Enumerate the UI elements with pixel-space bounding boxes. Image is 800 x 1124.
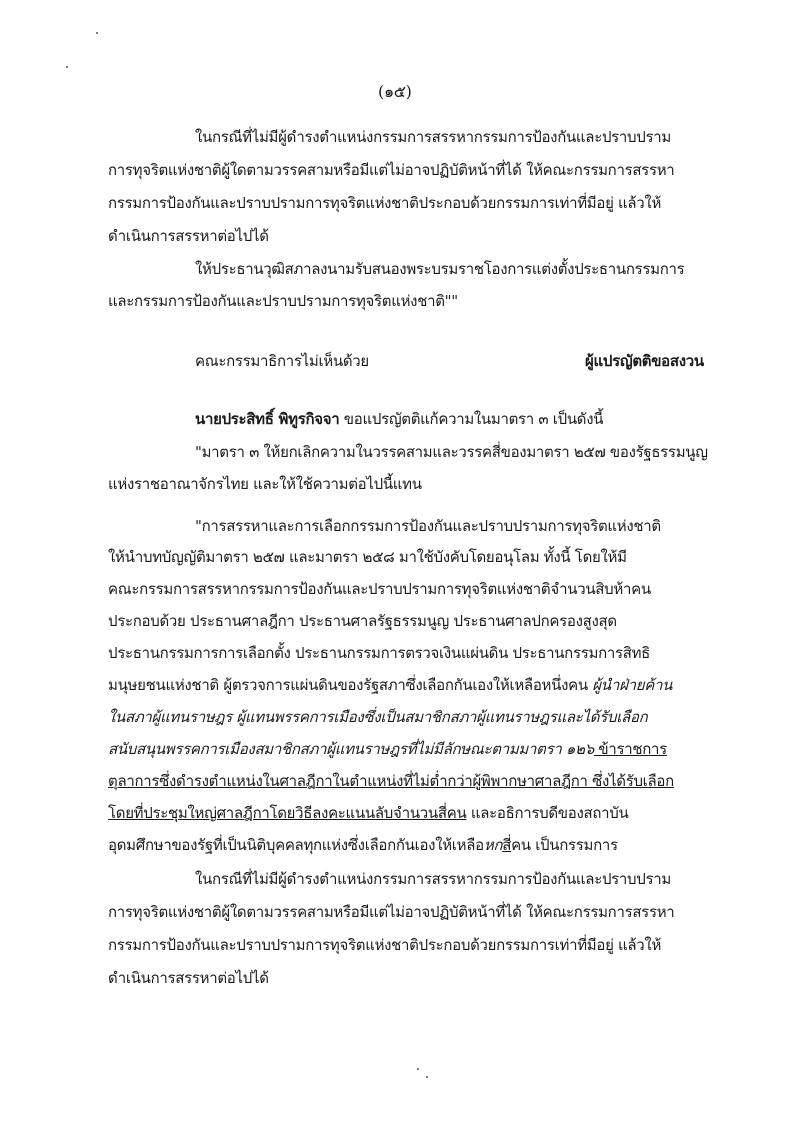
amendment-intro [195, 412, 603, 427]
paragraph-line: "มาตรา ๓ ให้ยกเลิกความในวรรคสามและวรรคสี่ของมาตรา ๒๕๗ ของรัฐธรรมนูญ [195, 443, 708, 461]
paragraph-line: การทุจริตแห่งชาติผู้ใดตามวรรคสามหรือมีแต่ไม่อาจปฏิบัติหน้าที่ได้ ให้คณะกรรมการสรรหา [108, 161, 675, 179]
paragraph-line: กรรมการป้องกันและปราบปรามการทุจริตแห่งชาติประกอบด้วยกรรมการเท่าที่มีอยู่ แล้วให้ [108, 936, 662, 954]
struck-text: ในสภาผู้แทนราษฎร ผู้แทนพรรคการเมืองซึ่งเป็นสมาชิกสภาผู้แทนราษฎรและได้รับเลือก [108, 708, 648, 726]
paragraph-line [108, 742, 667, 757]
plain-text: และอธิการบดีของสถาบัน [466, 804, 629, 822]
paragraph-line: ให้ประธานวุฒิสภาลงนามรับสนองพระบรมราชโองการแต่งตั้งประธานกรรมการ [195, 260, 685, 278]
paragraph-line: ในกรณีที่ไม่มีผู้ดำรงตำแหน่งกรรมการสรรหากรรมการป้องกันและปราบปราม [195, 128, 671, 146]
paragraph-line: "การสรรหาและการเลือกกรรมการป้องกันและปราบปรามการทุจริตแห่งชาติ [195, 517, 661, 535]
page-number: (๑๕) [378, 82, 412, 101]
paragraph-line: ให้นำบทบัญญัติมาตรา ๒๕๗ และมาตรา ๒๕๘ มาใช้บังคับโดยอนุโลม ทั้งนี้ โดยให้มี [108, 548, 627, 566]
inserted-text: ข้าราชการ [593, 740, 667, 758]
proposer-statement: ขอแปรญัตติแก้ความในมาตรา ๓ เป็นดังนี้ [339, 410, 604, 428]
paragraph-line: และกรรมการป้องกันและปราบปรามการทุจริตแห่งชาติ"" [108, 292, 458, 310]
struck-text: สนับสนุนพรรคการเมืองสมาชิกสภาผู้แทนราษฎรที่ไม่มีลักษณะตามมาตรา ๑๒๖ [108, 740, 594, 758]
paragraph-line: กรรมการป้องกันและปราบปรามการทุจริตแห่งชาติประกอบด้วยกรรมการเท่าที่มีอยู่ แล้วให้ [108, 194, 662, 212]
paragraph-line: ดำเนินการสรรหาต่อไปได้ [108, 969, 269, 987]
reservation-label: ผู้แปรญัตติขอสงวน [585, 352, 704, 370]
scan-speck [66, 66, 68, 68]
paragraph-line: ประธานกรรมการการเลือกตั้ง ประธานกรรมการตรวจเงินแผ่นดิน ประธานกรรมการสิทธิ [108, 644, 651, 662]
paragraph-line: ประกอบด้วย ประธานศาลฎีกา ประธานศาลรัฐธรรมนูญ ประธานศาลปกครองสูงสุด [108, 612, 617, 630]
struck-text: หก [483, 836, 503, 854]
scan-speck [417, 1068, 419, 1070]
scan-speck [426, 1076, 428, 1078]
proposer-name: นายประสิทธิ์ พิทูรกิจจา [195, 410, 340, 428]
paragraph-line: ดำเนินการสรรหาต่อไปได้ [108, 227, 269, 245]
plain-text: มนุษยชนแห่งชาติ ผู้ตรวจการแผ่นดินของรัฐสภาซึ่งเลือกกันเองให้เหลือหนึ่งคน [108, 676, 593, 694]
paragraph-line: การทุจริตแห่งชาติผู้ใดตามวรรคสามหรือมีแต่ไม่อาจปฏิบัติหน้าที่ได้ ให้คณะกรรมการสรรหา [108, 903, 675, 921]
struck-text: ผู้นำฝ่ายค้าน [592, 676, 673, 694]
inserted-text: โดยที่ประชุมใหญ่ศาลฎีกาโดยวิธีลงคะแนนลับจำนวนสี่คน [108, 804, 467, 822]
inserted-text: สี่ [502, 836, 512, 854]
plain-text: คน เป็นกรรมการ [511, 836, 618, 854]
paragraph-line: ในกรณีที่ไม่มีผู้ดำรงตำแหน่งกรรมการสรรหากรรมการป้องกันและปราบปราม [195, 870, 671, 888]
paragraph-line [108, 838, 618, 853]
paragraph-line [108, 678, 672, 693]
committee-opinion: คณะกรรมาธิการไม่เห็นด้วย [195, 352, 369, 370]
plain-text: อุดมศึกษาของรัฐที่เป็นนิติบุคคลทุกแห่งซึ่งเลือกกันเองให้เหลือ [108, 836, 484, 854]
paragraph-line: แห่งราชอาณาจักรไทย และให้ใช้ความต่อไปนี้แทน [108, 475, 422, 493]
paragraph-line: คณะกรรมการสรรหากรรมการป้องกันและปราบปรามการทุจริตแห่งชาติจำนวนสิบห้าคน [108, 580, 651, 598]
inserted-text: ตุลาการซึ่งดำรงตำแหน่งในศาลฎีกาในตำแหน่งที่ไม่ต่ำกว่าผู้พิพากษาศาลฎีกา ซึ่งได้รับเลือก [108, 772, 674, 790]
paragraph-line [108, 806, 628, 821]
scan-speck [96, 32, 98, 34]
